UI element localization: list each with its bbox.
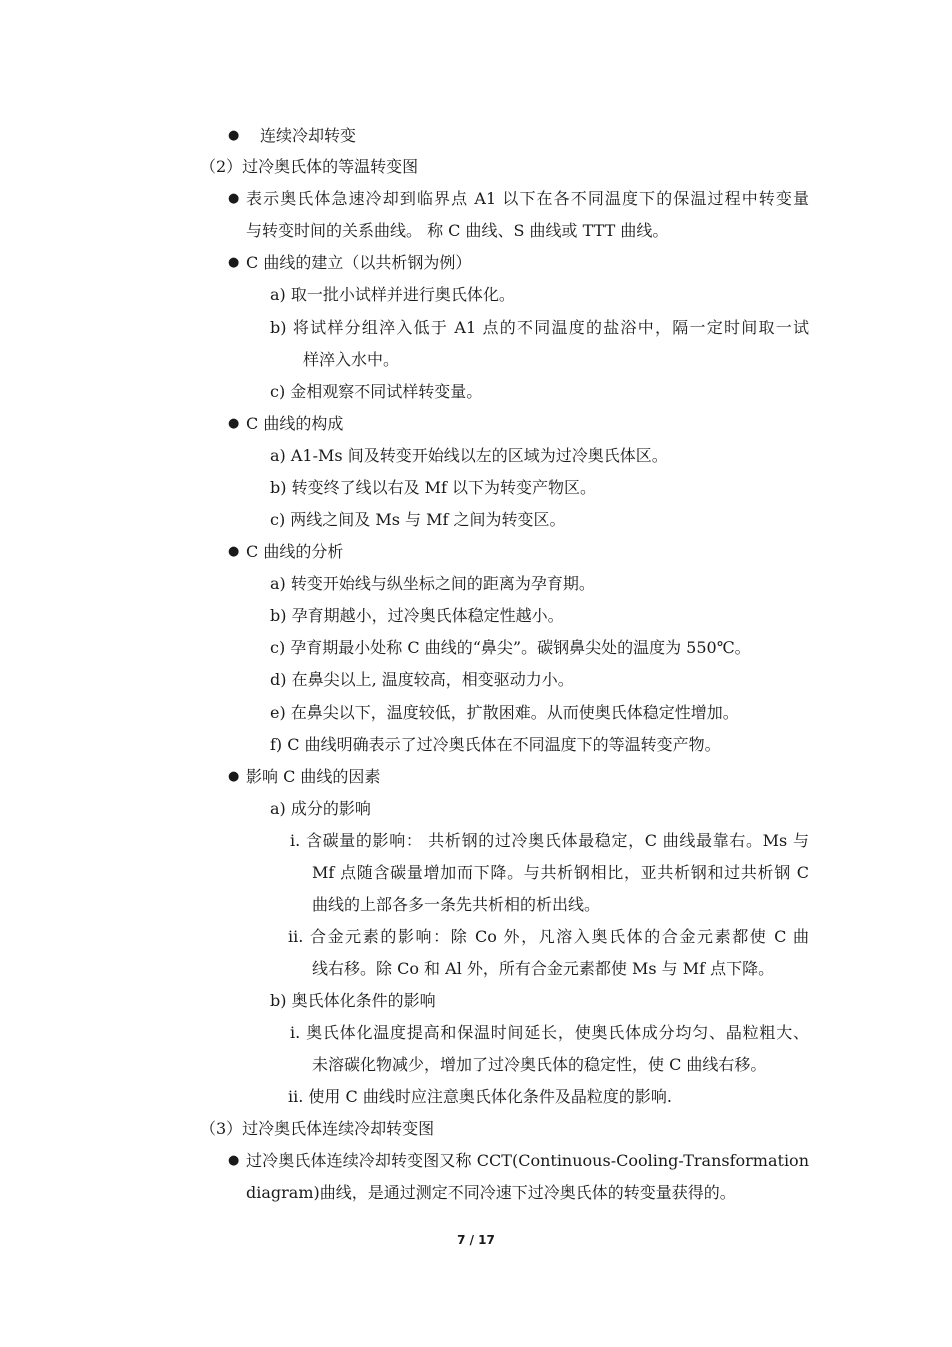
bullet-icon: ● xyxy=(228,544,240,559)
bullet-icon: ● xyxy=(228,128,240,143)
section-heading: （2）过冷奥氏体的等温转变图 xyxy=(200,157,419,176)
section-heading: （3）过冷奥氏体连续冷却转变图 xyxy=(200,1119,435,1138)
list-item: f) C 曲线明确表示了过冷奥氏体在不同温度下的等温转变产物。 xyxy=(270,735,721,754)
sub-list-item-continuation: 曲线的上部各多一条先共析相的析出线。 xyxy=(312,895,601,914)
bullet-heading: C 曲线的构成 xyxy=(246,414,344,433)
list-item: d) 在鼻尖以上, 温度较高，相变驱动力小。 xyxy=(270,670,574,689)
bullet-heading: C 曲线的分析 xyxy=(246,542,344,561)
sub-list-item-continuation: Mf 点随含碳量增加而下降。与共析钢相比，亚共析钢和过共析钢 C xyxy=(312,863,809,882)
list-item: b) 将试样分组淬入低于 A1 点的不同温度的盐浴中，隔一定时间取一试 xyxy=(270,318,809,337)
list-item: c) 两线之间及 Ms 与 Mf 之间为转变区。 xyxy=(270,510,566,529)
paragraph-line: 与转变时间的关系曲线。 称 C 曲线、S 曲线或 TTT 曲线。 xyxy=(246,221,669,240)
bullet-heading: C 曲线的建立（以共析钢为例） xyxy=(246,253,472,272)
list-item: b) 转变终了线以右及 Mf 以下为转变产物区。 xyxy=(270,478,597,497)
list-item: a) A1-Ms 间及转变开始线以左的区域为过冷奥氏体区。 xyxy=(270,446,668,465)
sub-list-item: ii. 合金元素的影响：除 Co 外，凡溶入奥氏体的合金元素都使 C 曲 xyxy=(288,927,809,946)
bullet-icon: ● xyxy=(228,769,240,784)
bullet-icon: ● xyxy=(228,416,240,431)
list-item-continuation: 样淬入水中。 xyxy=(303,350,400,369)
bullet-heading: 连续冷却转变 xyxy=(260,126,357,145)
bullet-icon: ● xyxy=(228,255,240,270)
sub-list-item-continuation: 线右移。除 Co 和 Al 外，所有合金元素都使 Ms 与 Mf 点下降。 xyxy=(312,959,775,978)
paragraph-line: 过冷奥氏体连续冷却转变图又称 CCT(Continuous-Cooling-Transformation xyxy=(246,1151,809,1170)
bullet-icon: ● xyxy=(228,191,240,206)
sub-list-item: i. 含碳量的影响： 共析钢的过冷奥氏体最稳定，C 曲线最靠右。Ms 与 xyxy=(290,831,809,850)
list-item: a) 取一批小试样并进行奥氏体化。 xyxy=(270,285,515,304)
sub-list-item-continuation: 未溶碳化物减少，增加了过冷奥氏体的稳定性，使 C 曲线右移。 xyxy=(312,1055,767,1074)
list-item: a) 成分的影响 xyxy=(270,799,371,818)
sub-list-item: ii. 使用 C 曲线时应注意奥氏体化条件及晶粒度的影响. xyxy=(288,1087,672,1106)
page-number: 7 / 17 xyxy=(457,1233,495,1247)
list-item: c) 孕育期最小处称 C 曲线的“鼻尖”。碳钢鼻尖处的温度为 550℃。 xyxy=(270,638,751,657)
list-item: b) 孕育期越小，过冷奥氏体稳定性越小。 xyxy=(270,606,564,625)
bullet-heading: 影响 C 曲线的因素 xyxy=(246,767,381,786)
sub-list-item: i. 奥氏体化温度提高和保温时间延长，使奥氏体成分均匀、晶粒粗大、 xyxy=(290,1023,809,1042)
list-item: e) 在鼻尖以下，温度较低，扩散困难。从而使奥氏体稳定性增加。 xyxy=(270,703,739,722)
paragraph-line: diagram)曲线，是通过测定不同冷速下过冷奥氏体的转变量获得的。 xyxy=(246,1183,736,1202)
list-item: b) 奥氏体化条件的影响 xyxy=(270,991,436,1010)
bullet-icon: ● xyxy=(228,1153,240,1168)
list-item: c) 金相观察不同试样转变量。 xyxy=(270,382,483,401)
paragraph-line: 表示奥氏体急速冷却到临界点 A1 以下在各不同温度下的保温过程中转变量 xyxy=(246,189,809,208)
list-item: a) 转变开始线与纵坐标之间的距离为孕育期。 xyxy=(270,574,595,593)
